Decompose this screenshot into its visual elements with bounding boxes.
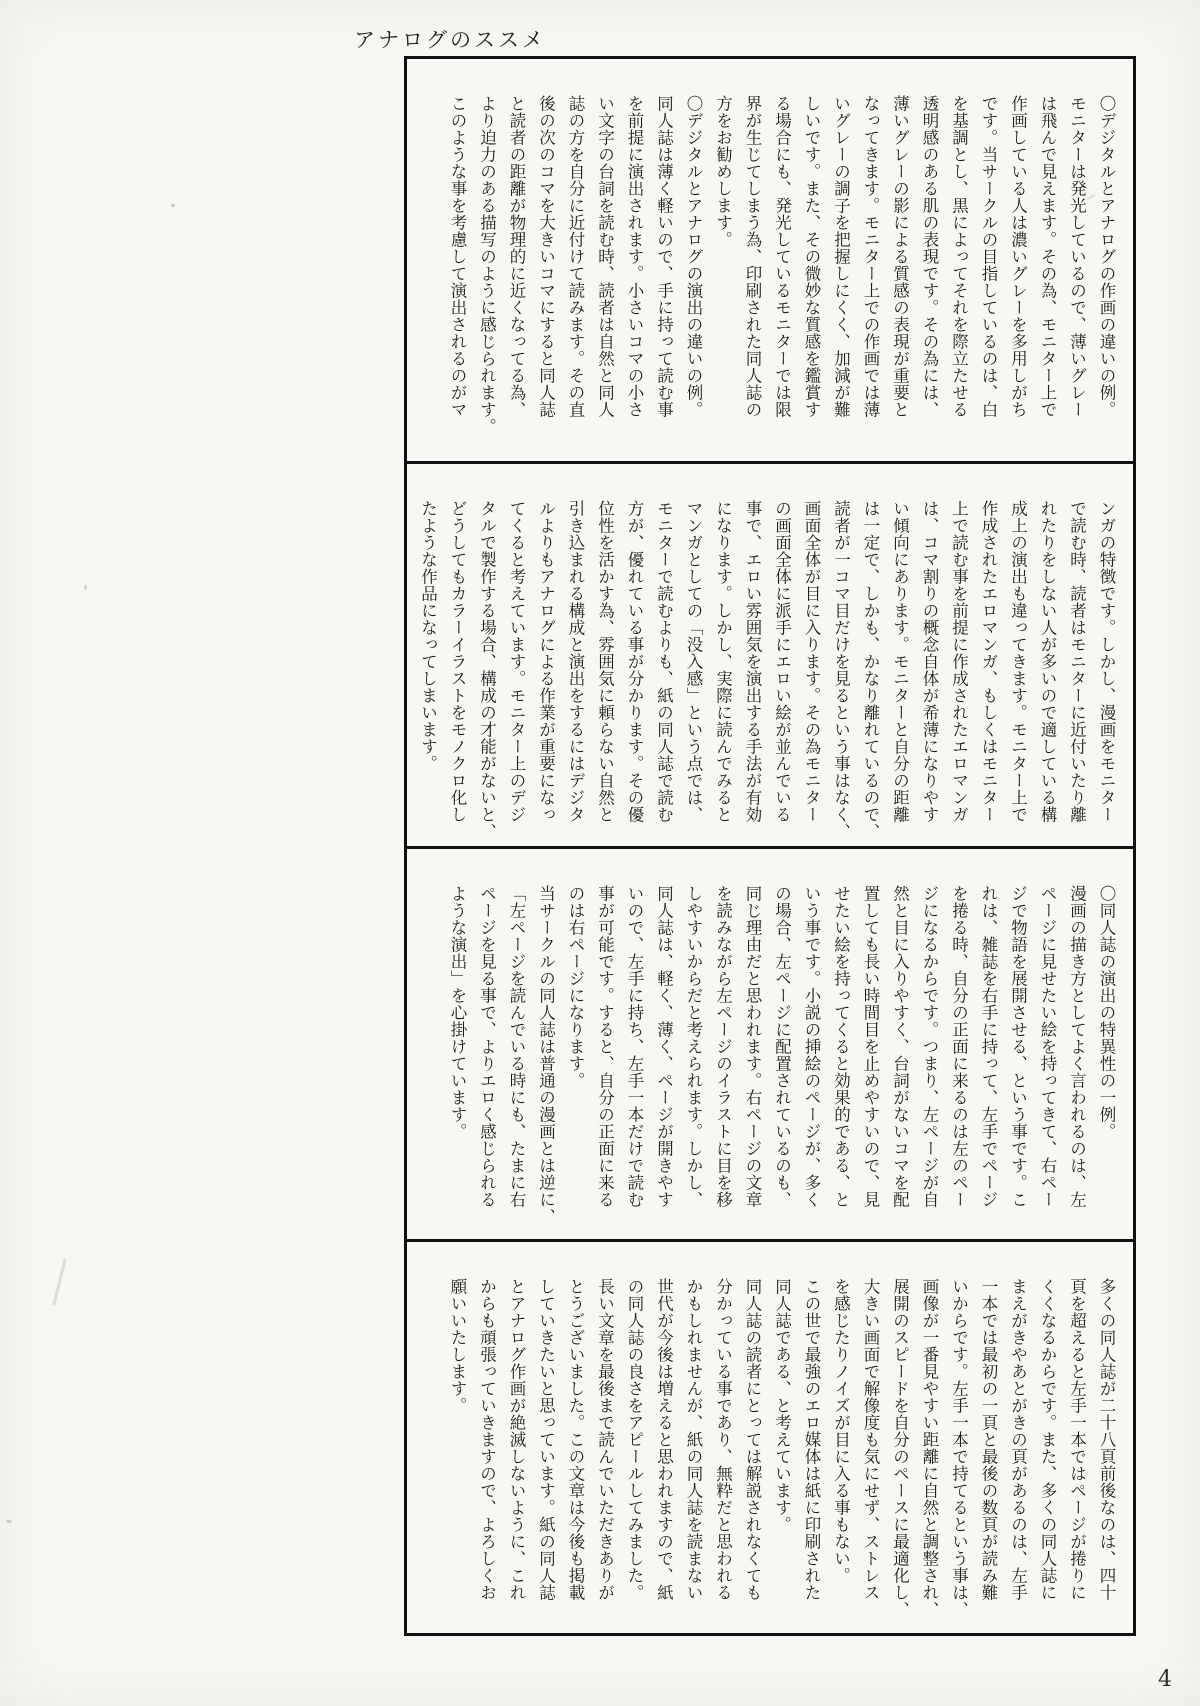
text-column: 大きい画面で解像度も気にせず、ストレス: [861, 1278, 880, 1601]
text-column: 〇デジタルとアナログの作画の違いの例。: [1097, 95, 1116, 418]
text-column: より迫力のある描写のように感じられます。: [477, 95, 497, 435]
text-column: のは右ページになります。: [566, 885, 585, 1089]
text-column: していきたいと思っています。紙の同人誌: [536, 1278, 556, 1601]
text-column: 方が、優れている事が分かります。その優: [625, 500, 644, 823]
vertical-text-block-3: [419, 885, 1121, 1229]
text-column: 展開のスピードを自分のペースに最適化し、: [890, 1278, 910, 1618]
text-column: いので、左手に持ち、左手一本だけで読む: [625, 885, 644, 1208]
text-column: 〇デジタルとアナログの演出の違いの例。: [684, 95, 703, 418]
text-column: を前提に演出されます。小さいコマの小さ: [625, 95, 644, 418]
text-column: 分かっている事であり、無粋だと思われる: [713, 1278, 733, 1601]
text-column: 事で、エロい雰囲気を演出する手法が有効: [743, 500, 762, 823]
text-column: タルで製作する場合、構成の才能がないと、: [477, 500, 497, 840]
text-column: 同人誌の読者にとっては解説されなくても: [743, 1278, 762, 1601]
text-column: かもしれませんが、紙の同人誌を読まない: [684, 1278, 703, 1601]
text-column: 薄いグレーの影による質感の表現が重要と: [890, 95, 910, 418]
text-column: 一本では最初の一頁と最後の数頁が読み難: [979, 1278, 998, 1601]
text-column: このような事を考慮して演出されるのがマ: [448, 95, 467, 418]
text-column: 世代が今後は増えると思われますので、紙: [654, 1278, 674, 1601]
text-column: 誌の方を自分に近付けて読みます。その直: [566, 95, 585, 418]
text-column: を捲る時、自分の正面に来るのは左のペー: [949, 885, 969, 1208]
text-column: 透明感のある肌の表現です。その為には、: [920, 95, 939, 418]
text-column: と読者の距離が物理的に近くなってる為、: [507, 95, 526, 418]
text-column: なってきます。モニター上での作画では薄: [861, 95, 880, 418]
text-column: モニターで読むよりも、紙の同人誌で読む: [654, 500, 674, 823]
vertical-text-block-2: [419, 500, 1121, 844]
text-column: この世で最強のエロ媒体は紙に印刷された: [802, 1278, 821, 1601]
text-column: ページを見る事で、よりエロく感じられる: [477, 885, 497, 1208]
text-column: 成上の演出も違ってきます。モニター上で: [1008, 500, 1028, 823]
text-column: 頁を超えると左手一本ではページが捲りに: [1067, 1278, 1087, 1601]
page-header-title: アナログのススメ: [354, 28, 546, 52]
text-column: いう事です。小説の挿絵のページが、多く: [802, 885, 821, 1208]
text-column: ジになるからです。つまり、左ページが自: [920, 885, 939, 1208]
text-column: は飛んで見えます。その為、モニター上で: [1038, 95, 1057, 418]
text-column: れたりをしない人が多いので適している構: [1038, 500, 1057, 823]
text-column: 作成されたエロマンガ、もしくはモニター: [979, 500, 998, 823]
text-column: 同人誌は、軽く、薄く、ページが開きやす: [654, 885, 674, 1208]
text-column: てくると考えています。モニター上のデジ: [507, 500, 526, 823]
text-column: を読みながら左ページのイラストに目を移: [713, 885, 733, 1208]
text-column: 長い文章を最後まで読んでいただきありが: [595, 1278, 615, 1601]
text-box-stack: [404, 56, 1136, 1636]
text-column: マンガとしての「没入感」という点では、: [684, 500, 703, 823]
text-column: の同人誌の良さをアピールしてみました。: [625, 1278, 644, 1601]
text-column: 当サークルの同人誌は普通の漫画とは逆に、: [536, 885, 556, 1225]
text-column: になります。しかし、実際に読んでみると: [713, 500, 733, 823]
text-column: 同じ理由だと思われます。右ページの文章: [743, 885, 762, 1208]
text-column: 画面全体が目に入ります。その為モニター: [802, 500, 821, 823]
text-column: い文字の台詞を読む時、読者は自然と同人: [595, 95, 615, 418]
text-column: れは、雑誌を右手に持って、左手でページ: [979, 885, 998, 1208]
text-column: ンガの特徴です。しかし、漫画をモニター: [1097, 500, 1116, 823]
text-column: 同人誌は薄く軽いので、手に持って読む事: [654, 95, 674, 418]
scan-speck: [171, 204, 175, 207]
text-column: る場合にも、発光しているモニターでは限: [772, 95, 792, 418]
text-column: 多くの同人誌が二十八頁前後なのは、四十: [1097, 1278, 1116, 1601]
text-column: ページに見せたい絵を持ってきて、右ペー: [1038, 885, 1057, 1208]
text-box-2: [404, 461, 1136, 849]
text-column: は一定で、しかも、かなり離れているので、: [861, 500, 880, 840]
text-column: しいです。また、その微妙な質感を鑑賞す: [802, 95, 821, 418]
text-column: せたい絵を持ってくると効果的である、と: [831, 885, 851, 1208]
text-column: 読者が一コマ目だけを見るという事はなく、: [831, 500, 851, 840]
text-column: くくなるからです。また、多くの同人誌に: [1038, 1278, 1057, 1601]
text-column: ジで物語を展開させる、という事です。こ: [1008, 885, 1028, 1208]
text-column: たような作品になってしまいます。: [418, 500, 438, 772]
text-column: 事が可能です。すると、自分の正面に来る: [595, 885, 615, 1208]
text-column: を基調とし、黒によってそれを際立たせる: [949, 95, 969, 418]
text-column: 画像が一番見やすい距離に自然と調整され、: [920, 1278, 939, 1618]
text-box-1: [404, 56, 1136, 464]
text-column: とうございました。この文章は今後も掲載: [566, 1278, 585, 1601]
text-column: 同人誌である、と考えています。: [772, 1278, 792, 1533]
text-column: い傾向にあります。モニターと自分の距離: [890, 500, 910, 823]
text-column: は、コマ割りの概念自体が希薄になりやす: [920, 500, 939, 823]
scan-speck: [52, 1258, 67, 1305]
text-box-3: [404, 846, 1136, 1242]
text-column: 〇同人誌の演出の特異性の一例。: [1097, 885, 1116, 1140]
text-column: 界が生じてしまう為、印刷された同人誌の: [743, 95, 762, 418]
page-number: 4: [1158, 1667, 1172, 1692]
text-column: からも頑張っていきますので、よろしくお: [477, 1278, 497, 1601]
text-column: 位性を活かす為、雰囲気に頼らない自然と: [595, 500, 615, 823]
text-column: 「左ページを読んでいる時にも、たまに右: [507, 885, 526, 1208]
vertical-text-block-1: [419, 95, 1121, 439]
text-column: しやすいからだと考えられます。しかし、: [684, 885, 703, 1208]
text-column: 然と目に入りやすく、台詞がないコマを配: [890, 885, 910, 1208]
text-column: いグレーの調子を把握しにくく、加減が難: [831, 95, 851, 418]
text-box-4: [404, 1239, 1136, 1636]
text-column: 上で読む事を前提に作成されたエロマンガ: [949, 500, 969, 823]
scan-speck: [84, 585, 87, 590]
vertical-text-block-4: [419, 1278, 1121, 1622]
text-column: 置しても長い時間目を止めやすいので、見: [861, 885, 880, 1208]
text-column: ような演出」を心掛けています。: [448, 885, 467, 1140]
text-column: 引き込まれる構成と演出をするにはデジタ: [566, 500, 585, 823]
text-column: いからです。左手一本で持てるという事は、: [949, 1278, 969, 1618]
text-column: 願いいたします。: [448, 1278, 467, 1414]
scan-speck: [6, 1520, 12, 1523]
text-column: です。当サークルの目指しているのは、白: [979, 95, 998, 418]
text-column: 方をお勧めします。: [713, 95, 733, 248]
text-column: まえがきやあとがきの頁があるのは、左手: [1008, 1278, 1028, 1601]
text-column: モニターは発光しているので、薄いグレー: [1067, 95, 1087, 418]
text-column: 後の次のコマを大きいコマにすると同人誌: [536, 95, 556, 418]
text-column: どうしてもカラーイラストをモノクロ化し: [448, 500, 467, 823]
text-column: を感じたりノイズが目に入る事もない。: [831, 1278, 851, 1584]
text-column: の場合、左ページに配置されているのも、: [772, 885, 792, 1208]
text-column: ルよりもアナログによる作業が重要になっ: [536, 500, 556, 823]
text-column: とアナログ作画が絶滅しないように、これ: [507, 1278, 526, 1601]
text-column: で読む時、読者はモニターに近付いたり離: [1067, 500, 1087, 823]
text-column: 漫画の描き方としてよく言われるのは、左: [1067, 885, 1087, 1208]
text-column: の画面全体に派手にエロい絵が並んでいる: [772, 500, 792, 823]
text-column: 作画している人は濃いグレーを多用しがち: [1008, 95, 1028, 418]
